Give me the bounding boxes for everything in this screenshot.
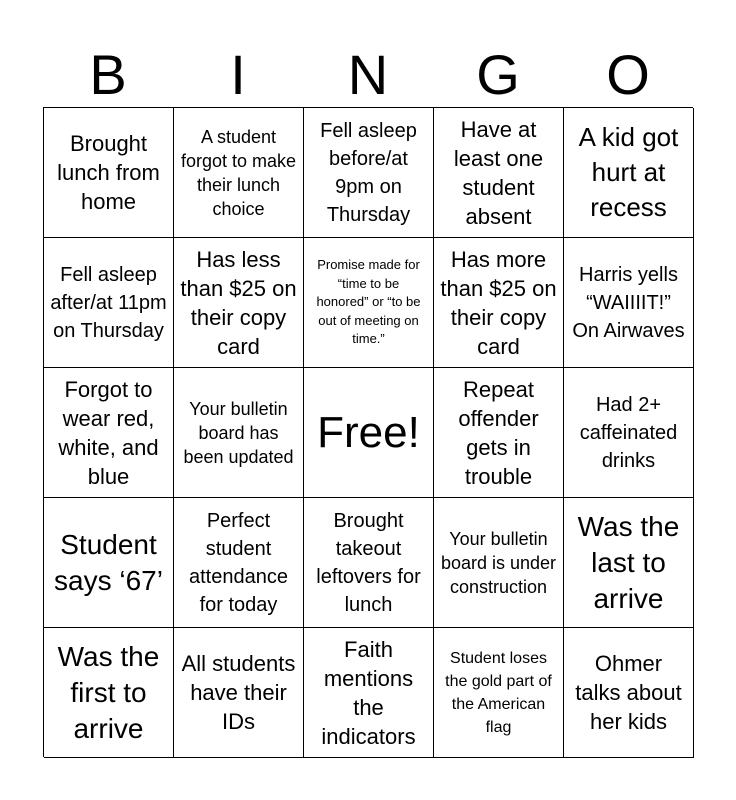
cell-text: Was the last to arrive	[577, 510, 680, 614]
bingo-cell[interactable]	[44, 108, 174, 238]
header-letter-g: G	[476, 43, 520, 106]
bingo-cell[interactable]	[564, 628, 694, 758]
bingo-cell[interactable]	[564, 238, 694, 368]
cell-text: Your bulletin board has been updated	[183, 398, 294, 467]
bingo-cell[interactable]	[174, 238, 304, 368]
cell-text: Fell asleep before/at 9pm on Thursday	[320, 119, 417, 226]
cell-text: Had 2+ caffeinated drinks	[579, 393, 678, 472]
bingo-cell[interactable]	[44, 628, 174, 758]
bingo-cell[interactable]	[174, 368, 304, 498]
bingo-cell[interactable]	[44, 238, 174, 368]
cell-text: Brought takeout leftovers for lunch	[316, 509, 421, 616]
cell-text: All students have their IDs	[181, 651, 296, 734]
cell-text: Have at least one student absent	[453, 116, 544, 229]
cell-text: Fell asleep after/at 11pm on Thursday	[50, 263, 167, 342]
cell-text: Harris yells “WAIIIIT!” On Airwaves	[572, 263, 685, 342]
bingo-cell[interactable]	[304, 498, 434, 628]
header-letter-n: N	[347, 43, 389, 106]
cell-text: Forgot to wear red, white, and blue	[58, 376, 159, 489]
bingo-cell[interactable]	[44, 498, 174, 628]
bingo-cell[interactable]	[304, 238, 434, 368]
cell-text: A kid got hurt at recess	[578, 122, 679, 222]
cell-text: A student forgot to make their lunch choice	[180, 126, 297, 219]
cell-text: Promise made for “time to be honored” or “to be out of meeting on time.”	[316, 257, 421, 347]
bingo-cell[interactable]	[434, 238, 564, 368]
bingo-cell[interactable]	[174, 108, 304, 238]
cell-text: Student says ‘67’	[54, 528, 163, 596]
cell-text: Has more than $25 on their copy card	[440, 246, 557, 359]
bingo-cell[interactable]	[564, 368, 694, 498]
cell-text: Your bulletin board is under construction	[440, 528, 557, 597]
cell-text: Perfect student attendance for today	[189, 509, 288, 616]
bingo-cell[interactable]	[44, 368, 174, 498]
bingo-cell[interactable]	[564, 108, 694, 238]
cell-text: Repeat offender gets in trouble	[458, 376, 539, 489]
bingo-cell[interactable]	[434, 108, 564, 238]
bingo-grid	[43, 107, 693, 757]
bingo-cell[interactable]	[304, 108, 434, 238]
cell-text: Was the first to arrive	[57, 640, 160, 744]
bingo-cell[interactable]	[304, 628, 434, 758]
header-letter-b: B	[89, 43, 127, 106]
bingo-header	[43, 44, 693, 106]
header-letter-i: I	[230, 43, 246, 106]
bingo-cell[interactable]	[564, 498, 694, 628]
bingo-cell[interactable]	[434, 628, 564, 758]
cell-text: Faith mentions the indicators	[321, 636, 416, 749]
cell-text: Student loses the gold part of the American flag	[445, 649, 552, 736]
bingo-cell[interactable]	[174, 628, 304, 758]
cell-text: Has less than $25 on their copy card	[180, 246, 297, 359]
free-space[interactable]	[304, 368, 434, 498]
cell-text: Ohmer talks about her kids	[575, 651, 682, 734]
bingo-cell[interactable]	[434, 498, 564, 628]
free-space-text: Free!	[317, 407, 420, 457]
bingo-cell[interactable]	[174, 498, 304, 628]
header-letter-o: O	[606, 43, 650, 106]
bingo-cell[interactable]	[434, 368, 564, 498]
cell-text: Brought lunch from home	[57, 131, 160, 214]
